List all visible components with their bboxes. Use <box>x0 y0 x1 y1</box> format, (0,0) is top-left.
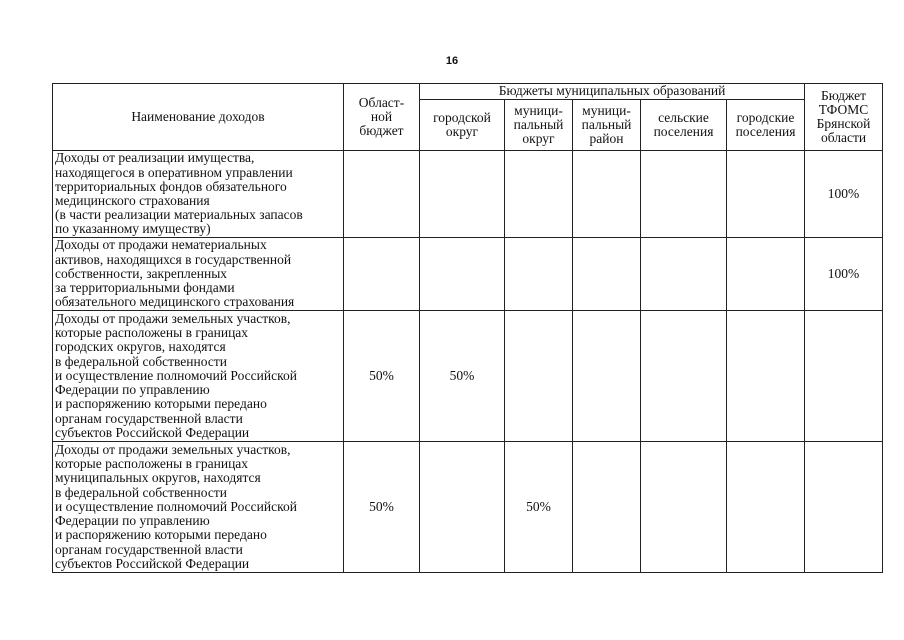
cell-municipal-area <box>573 238 641 311</box>
cell-rural <box>641 151 727 238</box>
cell-rural <box>641 442 727 573</box>
cell-municipal-area <box>573 311 641 442</box>
row-income-name: Доходы от продажи земельных участков, которые расположены в границах городских округов, находятся в федеральной собственности и осуществление полномочий Российской Федерации по управлению и распоряжению которыми передано органам государственной власти субъектов Российской Федерации <box>53 311 344 442</box>
cell-tfoms: 100% <box>805 238 883 311</box>
cell-municipal-area <box>573 442 641 573</box>
cell-urban-district <box>420 151 505 238</box>
header-municipal-area: муници- пальный район <box>573 100 641 151</box>
table-row <box>53 442 883 573</box>
cell-tfoms <box>805 311 883 442</box>
table-row <box>53 238 883 311</box>
cell-regional: 50% <box>344 311 420 442</box>
cell-tfoms: 100% <box>805 151 883 238</box>
cell-regional <box>344 238 420 311</box>
header-tfoms-budget: Бюджет ТФОМС Брянской области <box>805 84 883 151</box>
cell-urban-district <box>420 442 505 573</box>
header-municipal-budgets: Бюджеты муниципальных образований <box>420 84 805 100</box>
cell-municipal-district <box>505 311 573 442</box>
cell-urban-district <box>420 238 505 311</box>
page-number: 16 <box>445 55 459 67</box>
cell-regional <box>344 151 420 238</box>
cell-urban-settlements <box>727 238 805 311</box>
header-urban-district: городской округ <box>420 100 505 151</box>
cell-rural <box>641 238 727 311</box>
header-urban-settlements: городские поселения <box>727 100 805 151</box>
cell-urban-settlements <box>727 442 805 573</box>
cell-municipal-district: 50% <box>505 442 573 573</box>
row-income-name: Доходы от реализации имущества, находящегося в оперативном управлении территориальных фондов обязательного медицинского страхования (в части реализации материальных запасов по указанному имуществу) <box>53 151 344 238</box>
table-row <box>53 151 883 238</box>
cell-municipal-district <box>505 238 573 311</box>
header-rural-settlements: сельские поселения <box>641 100 727 151</box>
cell-tfoms <box>805 442 883 573</box>
cell-urban-settlements <box>727 151 805 238</box>
header-regional-budget: Област- ной бюджет <box>344 84 420 151</box>
cell-urban-settlements <box>727 311 805 442</box>
cell-urban-district: 50% <box>420 311 505 442</box>
cell-regional: 50% <box>344 442 420 573</box>
header-municipal-district: муници- пальный округ <box>505 100 573 151</box>
cell-municipal-district <box>505 151 573 238</box>
row-income-name: Доходы от продажи земельных участков, которые расположены в границах муниципальных округов, находятся в федеральной собственности и осуществление полномочий Российской Федерации по управлению и распоряжению которыми передано органам государственной власти субъектов Российской Федерации <box>53 442 344 573</box>
cell-municipal-area <box>573 151 641 238</box>
cell-rural <box>641 311 727 442</box>
header-income-name: Наименование доходов <box>53 84 344 151</box>
table-row <box>53 311 883 442</box>
revenue-distribution-table <box>52 83 883 573</box>
row-income-name: Доходы от продажи нематериальных активов, находящихся в государственной собственности, закрепленных за территориальными фондами обязательного медицинского страхования <box>53 238 344 311</box>
